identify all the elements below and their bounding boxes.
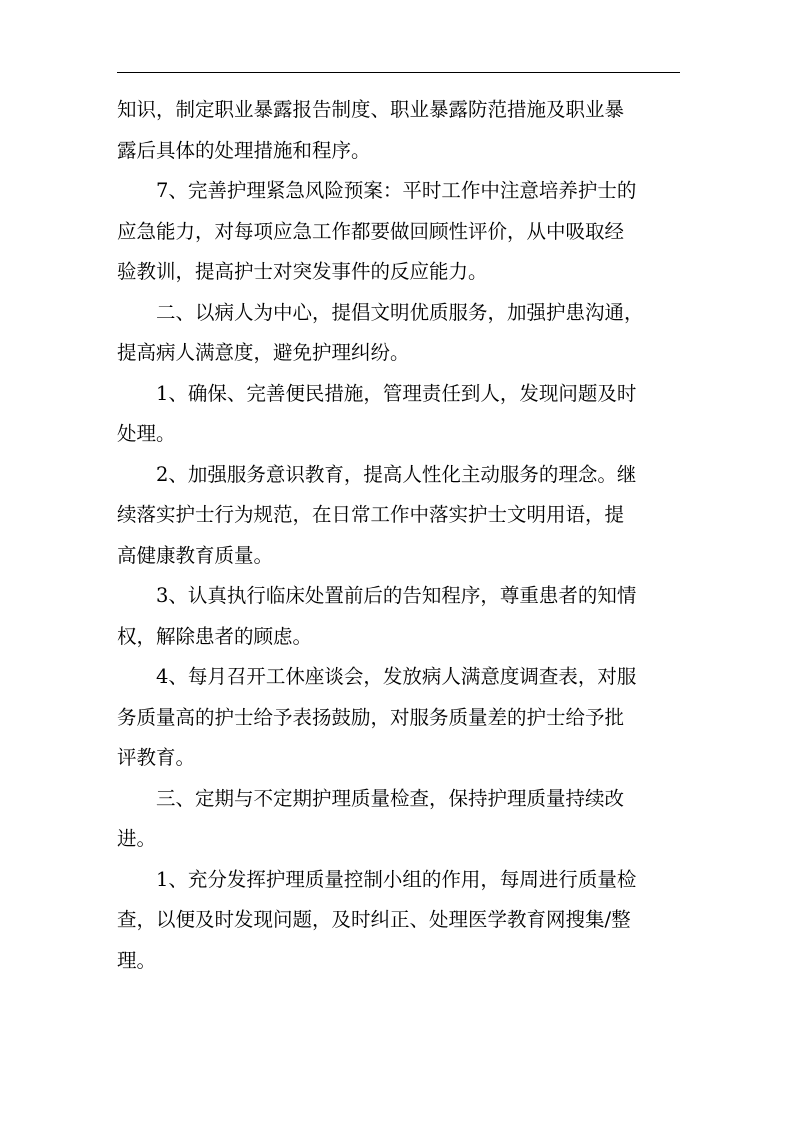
text-line: 续落实护士行为规范，在日常工作中落实护士文明用语，提: [117, 503, 625, 526]
text-line: 查，以便及时发现问题，及时纠正、处理医学教育网搜集/整: [117, 908, 631, 931]
header-rule: [117, 72, 680, 73]
text-line: 1、充分发挥护理质量控制小组的作用，每周进行质量检: [156, 867, 637, 891]
text-line: 知识，制定职业暴露报告制度、职业暴露防范措施及职业暴: [117, 98, 625, 121]
text-line: 应急能力，对每项应急工作都要做回顾性评价，从中吸取经: [117, 219, 625, 243]
paragraph-service-awareness: [117, 455, 683, 577]
text-line: 4、每月召开工休座谈会，发放病人满意度调查表，对服: [156, 665, 637, 688]
document-body: [117, 90, 683, 981]
text-line: 1、确保、完善便民措施，管理责任到人，发现问题及时: [156, 381, 637, 405]
text-line: 二、以病人为中心，提倡文明优质服务，加强护患沟通，: [156, 300, 644, 324]
paragraph-emergency-plan: [117, 171, 683, 293]
paragraph-convenience-measures: [117, 374, 683, 455]
text-line: 高健康教育质量。: [117, 543, 274, 567]
text-line: 7、完善护理紧急风险预案：平时工作中注意培养护士的: [156, 179, 637, 202]
paragraph-monthly-meeting: [117, 657, 683, 779]
text-line: 验教训，提高护士对突发事件的反应能力。: [117, 260, 488, 283]
text-line: 2、加强服务意识教育，提高人性化主动服务的理念。继: [156, 462, 637, 486]
text-line: 三、定期与不定期护理质量检查，保持护理质量持续改: [156, 786, 625, 810]
text-line: 权，解除患者的顾虑。: [117, 624, 313, 648]
text-line: 处理。: [117, 422, 176, 445]
text-line: 3、认真执行临床处置前后的告知程序，尊重患者的知情: [156, 584, 637, 607]
paragraph-quality-control-group: [117, 860, 683, 982]
text-line: 评教育。: [117, 746, 196, 769]
section-heading-quality-inspection: [117, 779, 683, 860]
text-line: 务质量高的护士给予表扬鼓励，对服务质量差的护士给予批: [117, 705, 625, 729]
text-line: 提高病人满意度，避免护理纠纷。: [117, 341, 410, 364]
text-line: 理。: [117, 948, 157, 972]
section-heading-patient-centered: [117, 293, 683, 374]
text-line: 露后具体的处理措施和程序。: [117, 138, 371, 162]
paragraph-occupational-exposure: [117, 90, 683, 171]
text-line: 进。: [117, 827, 157, 850]
paragraph-informed-consent: [117, 576, 683, 657]
